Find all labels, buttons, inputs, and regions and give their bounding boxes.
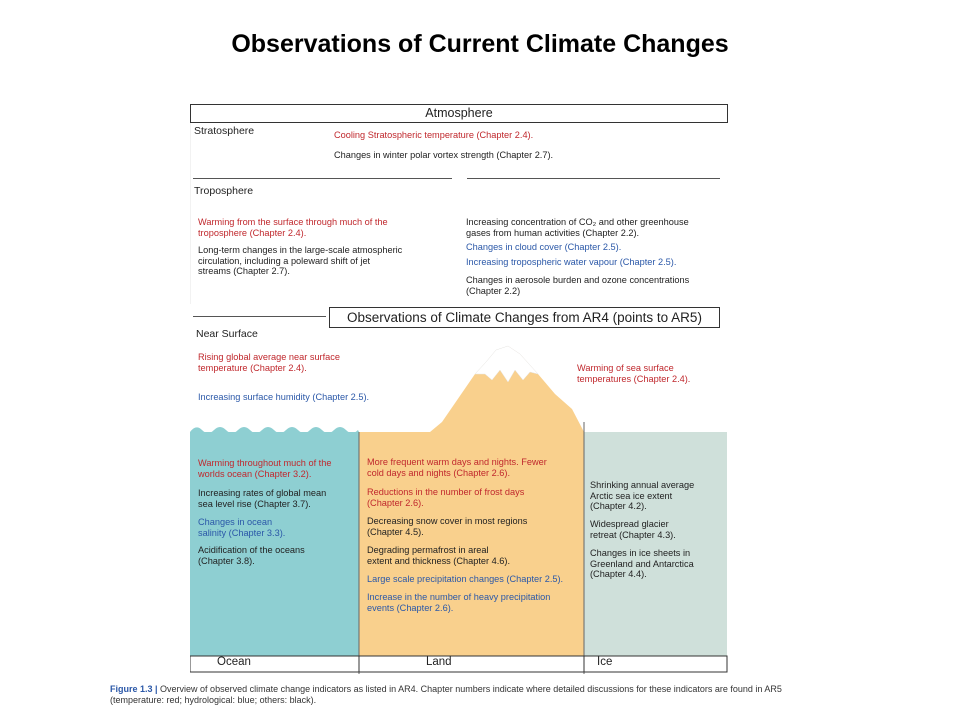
troposphere-rule-left: [193, 178, 452, 179]
stratosphere-item-1: Cooling Stratospheric temperature (Chapter 2.4).: [334, 130, 534, 140]
troposphere-rule-right: [467, 178, 720, 179]
slide-title: Observations of Current Climate Changes: [231, 30, 729, 58]
ice-item-2: Widespread glacier retreat (Chapter 4.3).: [590, 519, 676, 540]
land-item-1: More frequent warm days and nights. Fewer cold days and nights (Chapter 2.6).: [367, 457, 547, 478]
caption-figure-label: Figure 1.3 |: [110, 684, 158, 694]
near-surface-rule: [193, 316, 326, 317]
ocean-item-2: Increasing rates of global mean sea level rise (Chapter 3.7).: [198, 488, 327, 509]
figure-artwork: [190, 104, 728, 674]
sea-surface-item: Warming of sea surface temperatures (Chapter 2.4).: [577, 363, 691, 384]
near-surface-label: Near Surface: [196, 328, 258, 340]
climate-figure: [190, 104, 728, 674]
ice-label: Ice: [597, 656, 613, 668]
atmosphere-header: Atmosphere: [190, 104, 728, 123]
ice-item-3: Changes in ice sheets in Greenland and Antarctica (Chapter 4.4).: [590, 548, 694, 580]
figure-caption: [110, 684, 830, 706]
ice-item-1: Shrinking annual average Arctic sea ice extent (Chapter 4.2).: [590, 480, 695, 512]
land-label: Land: [426, 656, 452, 668]
near-surface-item-2: Increasing surface humidity (Chapter 2.5).: [198, 392, 370, 402]
ocean-label: Ocean: [217, 656, 251, 668]
ice-panel: [584, 432, 727, 656]
ocean-item-1: Warming throughout much of the worlds ocean (Chapter 3.2).: [198, 458, 332, 479]
troposphere-right-item-2: Changes in cloud cover (Chapter 2.5).: [466, 242, 622, 252]
troposphere-right-item-3: Increasing tropospheric water vapour (Chapter 2.5).: [466, 257, 677, 267]
stratosphere-item-2: Changes in winter polar vortex strength (Chapter 2.7).: [334, 150, 554, 160]
bottom-label-bar: [190, 656, 727, 672]
ocean-panel-top: [190, 432, 359, 436]
land-item-4: Degrading permafrost in areal extent and thickness (Chapter 4.6).: [367, 545, 510, 566]
ar4-banner: Observations of Climate Changes from AR4 (points to AR5): [329, 307, 720, 328]
land-item-6: Increase in the number of heavy precipitation events (Chapter 2.6).: [367, 592, 551, 613]
land-item-3: Decreasing snow cover in most regions (Chapter 4.5).: [367, 516, 528, 537]
land-item-2: Reductions in the number of frost days (Chapter 2.6).: [367, 487, 525, 508]
caption-text: Overview of observed climate change indicators as listed in AR4. Chapter numbers indicate where detailed discussions for these indicators are found in AR5 (temperature: red; hydrological: blue; others: black).: [110, 684, 782, 705]
troposphere-right-item-4: Changes in aerosole burden and ozone concentrations (Chapter 2.2): [466, 275, 690, 296]
troposphere-label: Troposphere: [194, 185, 254, 197]
ocean-item-3: Changes in ocean salinity (Chapter 3.3).: [198, 517, 286, 538]
stratosphere-label: Stratosphere: [194, 125, 255, 137]
troposphere-left-item-2: Long-term changes in the large-scale atmospheric circulation, including a poleward shift of jet streams (Chapter 2.7).: [198, 245, 403, 277]
ocean-item-4: Acidification of the oceans (Chapter 3.8).: [198, 545, 305, 566]
troposphere-left-item-1: Warming from the surface through much of the troposphere (Chapter 2.4).: [198, 217, 388, 238]
near-surface-item-1: Rising global average near surface temperature (Chapter 2.4).: [198, 352, 340, 373]
troposphere-right-item-1: Increasing concentration of CO₂ and other greenhouse gases from human activities (Chapter 2.2).: [466, 217, 689, 238]
land-item-5: Large scale precipitation changes (Chapter 2.5).: [367, 574, 564, 584]
